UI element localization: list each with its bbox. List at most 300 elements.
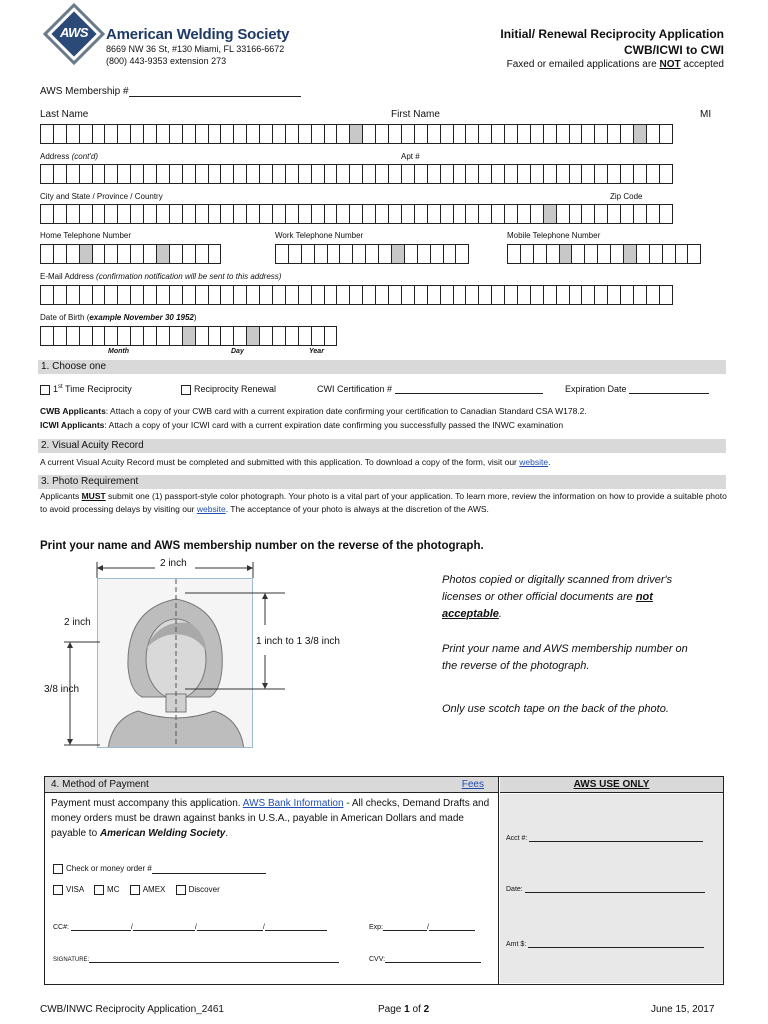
char-box[interactable] [53,204,67,224]
char-box[interactable] [556,204,570,224]
char-box[interactable] [530,164,544,184]
char-box[interactable] [285,164,299,184]
char-box[interactable] [182,285,196,305]
char-box[interactable] [79,164,93,184]
char-box[interactable] [427,124,441,144]
char-box[interactable] [259,326,273,346]
char-box[interactable] [156,326,170,346]
char-box[interactable] [130,124,144,144]
char-box[interactable] [465,285,479,305]
char-box[interactable] [339,244,353,264]
cc-part-3[interactable] [197,921,263,931]
char-box[interactable] [40,244,54,264]
char-box[interactable] [430,244,444,264]
char-box[interactable] [104,326,118,346]
char-box[interactable] [143,244,157,264]
char-box[interactable] [391,244,405,264]
cc-part-1[interactable] [71,921,131,931]
char-box[interactable] [478,164,492,184]
char-box[interactable] [246,204,260,224]
char-box[interactable] [246,124,260,144]
char-box[interactable] [208,124,222,144]
char-box[interactable] [40,285,54,305]
char-box[interactable] [233,164,247,184]
char-box[interactable] [597,244,611,264]
char-box[interactable] [104,285,118,305]
char-box[interactable] [414,285,428,305]
char-box[interactable] [104,244,118,264]
char-box[interactable] [298,124,312,144]
char-box[interactable] [504,124,518,144]
char-box[interactable] [298,164,312,184]
char-box[interactable] [349,204,363,224]
char-box[interactable] [607,164,621,184]
char-box[interactable] [659,204,673,224]
char-box[interactable] [659,124,673,144]
char-box[interactable] [182,326,196,346]
visual-acuity-website-link[interactable]: website [519,457,549,467]
char-box[interactable] [633,164,647,184]
char-box[interactable] [349,164,363,184]
char-box[interactable] [66,285,80,305]
char-box[interactable] [246,285,260,305]
first-time-checkbox[interactable] [40,385,50,395]
char-box[interactable] [311,326,325,346]
char-box[interactable] [143,285,157,305]
char-box[interactable] [117,285,131,305]
char-box[interactable] [440,164,454,184]
char-box[interactable] [53,285,67,305]
check-checkbox[interactable] [53,864,63,874]
email-boxes[interactable] [40,285,672,305]
char-box[interactable] [40,204,54,224]
char-box[interactable] [453,285,467,305]
char-box[interactable] [401,285,415,305]
char-box[interactable] [130,244,144,264]
char-box[interactable] [195,124,209,144]
char-box[interactable] [259,164,273,184]
char-box[interactable] [285,285,299,305]
char-box[interactable] [143,164,157,184]
char-box[interactable] [220,326,234,346]
char-box[interactable] [92,124,106,144]
char-box[interactable] [607,285,621,305]
char-box[interactable] [233,124,247,144]
char-box[interactable] [324,164,338,184]
char-box[interactable] [362,124,376,144]
check-option[interactable] [53,864,266,874]
char-box[interactable] [362,285,376,305]
char-box[interactable] [646,164,660,184]
char-box[interactable] [66,326,80,346]
char-box[interactable] [143,204,157,224]
char-box[interactable] [169,204,183,224]
char-box[interactable] [594,164,608,184]
char-box[interactable] [401,164,415,184]
address-boxes[interactable] [40,164,672,184]
char-box[interactable] [79,124,93,144]
fees-link[interactable]: Fees [461,779,484,790]
char-box[interactable] [646,285,660,305]
char-box[interactable] [610,244,624,264]
char-box[interactable] [336,204,350,224]
char-box[interactable] [453,164,467,184]
char-box[interactable] [208,326,222,346]
char-box[interactable] [620,124,634,144]
char-box[interactable] [465,124,479,144]
char-box[interactable] [594,204,608,224]
char-box[interactable] [298,326,312,346]
char-box[interactable] [208,244,222,264]
char-box[interactable] [117,326,131,346]
amex-checkbox[interactable] [130,885,140,895]
char-box[interactable] [130,164,144,184]
char-box[interactable] [195,285,209,305]
cc-field[interactable]: CC#: / / / [53,921,327,931]
char-box[interactable] [465,164,479,184]
char-box[interactable] [195,204,209,224]
char-box[interactable] [556,285,570,305]
char-box[interactable] [259,124,273,144]
char-box[interactable] [491,124,505,144]
char-box[interactable] [636,244,650,264]
char-box[interactable] [349,285,363,305]
char-box[interactable] [687,244,701,264]
char-box[interactable] [324,326,338,346]
char-box[interactable] [182,124,196,144]
char-box[interactable] [233,285,247,305]
char-box[interactable] [530,124,544,144]
char-box[interactable] [623,244,637,264]
char-box[interactable] [285,204,299,224]
char-box[interactable] [53,326,67,346]
char-box[interactable] [375,285,389,305]
char-box[interactable] [517,204,531,224]
char-box[interactable] [556,164,570,184]
char-box[interactable] [130,326,144,346]
char-box[interactable] [259,204,273,224]
char-box[interactable] [272,164,286,184]
char-box[interactable] [633,285,647,305]
char-box[interactable] [314,244,328,264]
char-box[interactable] [646,204,660,224]
char-box[interactable] [646,124,660,144]
city-boxes[interactable] [40,204,672,224]
char-box[interactable] [517,164,531,184]
mobile-phone-boxes[interactable] [507,244,700,264]
char-box[interactable] [388,204,402,224]
first-time-option[interactable] [40,384,132,395]
char-box[interactable] [375,164,389,184]
char-box[interactable] [388,164,402,184]
char-box[interactable] [79,244,93,264]
char-box[interactable] [40,164,54,184]
char-box[interactable] [53,124,67,144]
char-box[interactable] [443,244,457,264]
char-box[interactable] [79,285,93,305]
char-box[interactable] [285,124,299,144]
char-box[interactable] [375,124,389,144]
char-box[interactable] [352,244,366,264]
char-box[interactable] [40,124,54,144]
char-box[interactable] [607,204,621,224]
char-box[interactable] [571,244,585,264]
char-box[interactable] [104,164,118,184]
visa-checkbox[interactable] [53,885,63,895]
char-box[interactable] [504,164,518,184]
char-box[interactable] [584,244,598,264]
char-box[interactable] [220,285,234,305]
char-box[interactable] [79,326,93,346]
char-box[interactable] [327,244,341,264]
char-box[interactable] [633,204,647,224]
char-box[interactable] [275,244,289,264]
char-box[interactable] [195,326,209,346]
char-box[interactable] [478,204,492,224]
char-box[interactable] [92,285,106,305]
char-box[interactable] [182,204,196,224]
char-box[interactable] [504,204,518,224]
char-box[interactable] [246,164,260,184]
char-box[interactable] [208,164,222,184]
char-box[interactable] [182,244,196,264]
char-box[interactable] [182,164,196,184]
char-box[interactable] [285,326,299,346]
char-box[interactable] [378,244,392,264]
char-box[interactable] [66,164,80,184]
signature-line[interactable] [89,955,339,963]
char-box[interactable] [659,285,673,305]
char-box[interactable] [156,124,170,144]
char-box[interactable] [453,204,467,224]
char-box[interactable] [143,326,157,346]
char-box[interactable] [594,124,608,144]
char-box[interactable] [169,244,183,264]
char-box[interactable] [169,285,183,305]
char-box[interactable] [324,285,338,305]
char-box[interactable] [569,204,583,224]
char-box[interactable] [156,244,170,264]
char-box[interactable] [417,244,431,264]
char-box[interactable] [465,204,479,224]
char-box[interactable] [143,124,157,144]
exp-field[interactable]: Exp: / [369,921,475,931]
char-box[interactable] [662,244,676,264]
char-box[interactable] [220,164,234,184]
char-box[interactable] [365,244,379,264]
char-box[interactable] [66,124,80,144]
char-box[interactable] [195,244,209,264]
char-box[interactable] [649,244,663,264]
char-box[interactable] [491,285,505,305]
char-box[interactable] [569,124,583,144]
char-box[interactable] [246,326,260,346]
char-box[interactable] [169,326,183,346]
membership-field[interactable] [40,86,301,97]
char-box[interactable] [581,204,595,224]
char-box[interactable] [517,285,531,305]
char-box[interactable] [298,204,312,224]
char-box[interactable] [220,124,234,144]
char-box[interactable] [404,244,418,264]
bank-info-link[interactable]: AWS Bank Information [242,798,344,809]
char-box[interactable] [543,124,557,144]
membership-line[interactable] [129,87,301,97]
home-phone-boxes[interactable] [40,244,220,264]
cc-part-2[interactable] [133,921,195,931]
char-box[interactable] [156,164,170,184]
char-box[interactable] [66,244,80,264]
char-box[interactable] [520,244,534,264]
char-box[interactable] [53,244,67,264]
cvv-line[interactable] [385,955,481,963]
char-box[interactable] [491,164,505,184]
char-box[interactable] [336,285,350,305]
char-box[interactable] [401,124,415,144]
char-box[interactable] [117,244,131,264]
char-box[interactable] [388,124,402,144]
char-box[interactable] [546,244,560,264]
char-box[interactable] [156,285,170,305]
char-box[interactable] [427,164,441,184]
char-box[interactable] [581,164,595,184]
char-box[interactable] [427,285,441,305]
signature-field[interactable] [53,955,339,963]
char-box[interactable] [53,164,67,184]
char-box[interactable] [117,164,131,184]
char-box[interactable] [104,124,118,144]
cc-part-4[interactable] [265,921,327,931]
char-box[interactable] [130,285,144,305]
char-box[interactable] [92,204,106,224]
char-box[interactable] [311,164,325,184]
char-box[interactable] [272,326,286,346]
char-box[interactable] [414,164,428,184]
char-box[interactable] [455,244,469,264]
char-box[interactable] [301,244,315,264]
char-box[interactable] [659,164,673,184]
cvv-field[interactable] [369,955,481,963]
char-box[interactable] [272,285,286,305]
char-box[interactable] [272,124,286,144]
char-box[interactable] [507,244,521,264]
char-box[interactable] [594,285,608,305]
char-box[interactable] [92,164,106,184]
photo-website-link[interactable]: website [196,504,226,514]
char-box[interactable] [440,204,454,224]
exp-month-line[interactable] [383,921,427,931]
char-box[interactable] [259,285,273,305]
expiration-line[interactable] [629,384,709,394]
char-box[interactable] [298,285,312,305]
char-box[interactable] [530,204,544,224]
expiration-field[interactable] [565,384,709,394]
cwi-cert-field[interactable] [317,384,543,394]
char-box[interactable] [440,285,454,305]
char-box[interactable] [543,204,557,224]
char-box[interactable] [675,244,689,264]
char-box[interactable] [533,244,547,264]
char-box[interactable] [40,326,54,346]
char-box[interactable] [362,204,376,224]
char-box[interactable] [491,204,505,224]
char-box[interactable] [117,124,131,144]
char-box[interactable] [117,204,131,224]
char-box[interactable] [478,124,492,144]
dob-boxes[interactable] [40,326,336,346]
char-box[interactable] [543,285,557,305]
char-box[interactable] [92,326,106,346]
char-box[interactable] [620,164,634,184]
char-box[interactable] [504,285,518,305]
char-box[interactable] [556,124,570,144]
char-box[interactable] [362,164,376,184]
char-box[interactable] [195,164,209,184]
char-box[interactable] [414,204,428,224]
char-box[interactable] [169,164,183,184]
char-box[interactable] [569,285,583,305]
char-box[interactable] [440,124,454,144]
char-box[interactable] [311,285,325,305]
char-box[interactable] [581,285,595,305]
char-box[interactable] [311,204,325,224]
char-box[interactable] [427,204,441,224]
char-box[interactable] [79,204,93,224]
renewal-option[interactable] [181,384,276,395]
char-box[interactable] [156,204,170,224]
char-box[interactable] [233,204,247,224]
work-phone-boxes[interactable] [275,244,468,264]
char-box[interactable] [324,124,338,144]
char-box[interactable] [530,285,544,305]
char-box[interactable] [453,124,467,144]
char-box[interactable] [620,204,634,224]
char-box[interactable] [349,124,363,144]
char-box[interactable] [569,164,583,184]
char-box[interactable] [559,244,573,264]
char-box[interactable] [336,164,350,184]
discover-checkbox[interactable] [176,885,186,895]
name-boxes[interactable] [40,124,672,144]
char-box[interactable] [478,285,492,305]
exp-year-line[interactable] [429,921,475,931]
char-box[interactable] [581,124,595,144]
char-box[interactable] [288,244,302,264]
check-number-line[interactable] [152,864,266,874]
char-box[interactable] [220,204,234,224]
char-box[interactable] [66,204,80,224]
char-box[interactable] [324,204,338,224]
char-box[interactable] [311,124,325,144]
char-box[interactable] [401,204,415,224]
char-box[interactable] [208,204,222,224]
char-box[interactable] [517,124,531,144]
renewal-checkbox[interactable] [181,385,191,395]
char-box[interactable] [543,164,557,184]
char-box[interactable] [620,285,634,305]
char-box[interactable] [375,204,389,224]
char-box[interactable] [208,285,222,305]
char-box[interactable] [633,124,647,144]
char-box[interactable] [414,124,428,144]
char-box[interactable] [233,326,247,346]
char-box[interactable] [388,285,402,305]
char-box[interactable] [130,204,144,224]
char-box[interactable] [336,124,350,144]
char-box[interactable] [104,204,118,224]
mc-checkbox[interactable] [94,885,104,895]
char-box[interactable] [169,124,183,144]
